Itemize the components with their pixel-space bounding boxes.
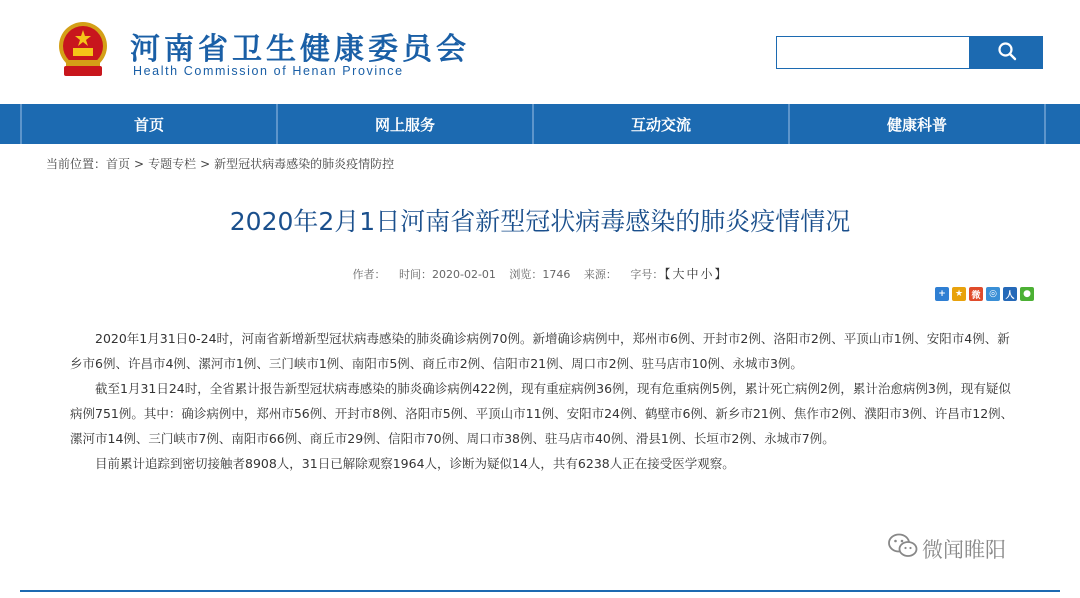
breadcrumb-separator: > bbox=[134, 156, 145, 171]
breadcrumb-item-topics[interactable]: 专题专栏 bbox=[148, 157, 197, 171]
meta-fontsize bbox=[630, 268, 727, 281]
site-subtitle: Health Commission of Henan Province bbox=[133, 64, 404, 78]
font-size-medium-link[interactable]: 中 bbox=[686, 267, 699, 281]
article-paragraph: 截至1月31日24时，全省累计报告新型冠状病毒感染的肺炎确诊病例422例，现有重症病例36例，现有危重病例5例，累计死亡病例2例，累计治愈病例3例，现有疑似病例751例。其中：确诊病例中，郑州市56例、开封市8例、洛阳市5例、平顶山市11例、安阳市24例、鹤壁市6例、新乡市21例、焦作市2例、濮阳市3例、许昌市12例、漯河市14例、三门峡市7例、南阳市66例、商丘市29例、信阳市70例、周口市38例、驻马店市40例、滑县1例、长垣市2例、永城市7例。 bbox=[70, 381, 1014, 446]
nav-edge-left bbox=[0, 104, 20, 144]
site-header bbox=[0, 0, 1080, 104]
article-paragraph: 目前累计追踪到密切接触者8908人，31日已解除观察1964人，诊断为疑似14人，共有6238人正在接受医学观察。 bbox=[95, 456, 735, 471]
main-nav bbox=[0, 104, 1080, 144]
national-emblem-icon bbox=[56, 20, 110, 80]
nav-item-health-science[interactable]: 健康科普 bbox=[886, 115, 947, 134]
weibo-share-icon[interactable]: 微 bbox=[969, 287, 983, 301]
qzone-share-icon[interactable]: ★ bbox=[952, 287, 966, 301]
breadcrumb-item-home[interactable]: 首页 bbox=[106, 157, 131, 171]
meta-fontsize-label: 字号： bbox=[630, 268, 664, 281]
nav-divider bbox=[1044, 104, 1046, 144]
breadcrumb-separator: > bbox=[200, 156, 211, 171]
article-title: 2020年2月1日河南省新型冠状病毒感染的肺炎疫情情况 bbox=[229, 207, 851, 236]
footer-divider bbox=[20, 590, 1060, 592]
article-meta bbox=[0, 265, 1080, 282]
watermark bbox=[888, 533, 1006, 564]
wechat-share-icon[interactable]: ● bbox=[1020, 287, 1034, 301]
meta-source: 来源： bbox=[583, 268, 617, 281]
breadcrumb bbox=[46, 155, 394, 172]
font-size-bracket: 【 bbox=[664, 267, 671, 281]
meta-author: 作者： bbox=[352, 268, 386, 281]
font-size-large-link[interactable]: 大 bbox=[672, 267, 685, 281]
search-input[interactable] bbox=[776, 36, 970, 69]
breadcrumb-prefix: 当前位置： bbox=[46, 157, 107, 171]
share-bar bbox=[935, 287, 1034, 301]
watermark-text: 微闻睢阳 bbox=[922, 537, 1006, 562]
nav-item-online-service[interactable]: 网上服务 bbox=[374, 115, 435, 134]
meta-views: 浏览：1746 bbox=[509, 268, 571, 281]
nav-item-interaction[interactable]: 互动交流 bbox=[630, 115, 691, 134]
nav-item-home[interactable]: 首页 bbox=[133, 115, 164, 134]
renren-share-icon[interactable]: 人 bbox=[1003, 287, 1017, 301]
meta-time: 时间：2020-02-01 bbox=[398, 268, 496, 281]
font-size-small-link[interactable]: 小 bbox=[700, 267, 713, 281]
breadcrumb-item-epidemic[interactable]: 新型冠状病毒感染的肺炎疫情防控 bbox=[214, 157, 395, 171]
tencent-weibo-share-icon[interactable]: ◎ bbox=[986, 287, 1000, 301]
article-paragraph: 2020年1月31日0-24时，河南省新增新型冠状病毒感染的肺炎确诊病例70例。新增确诊病例中，郑州市6例、开封市2例、洛阳市2例、平顶山市1例、安阳市4例、新乡市6例、许昌市4例、漯河市1例、三门峡市1例、南阳市5例、商丘市2例、信阳市21例、周口市2例、驻马店市10例、永城市3例。 bbox=[70, 331, 1010, 371]
article-content bbox=[70, 326, 1015, 476]
search-icon bbox=[997, 41, 1017, 64]
font-size-bracket: 】 bbox=[714, 267, 727, 281]
wechat-logo-icon bbox=[888, 533, 918, 564]
site-title: 河南省卫生健康委员会 bbox=[130, 32, 470, 67]
add-share-icon[interactable]: + bbox=[935, 287, 949, 301]
search-button[interactable] bbox=[970, 36, 1043, 69]
